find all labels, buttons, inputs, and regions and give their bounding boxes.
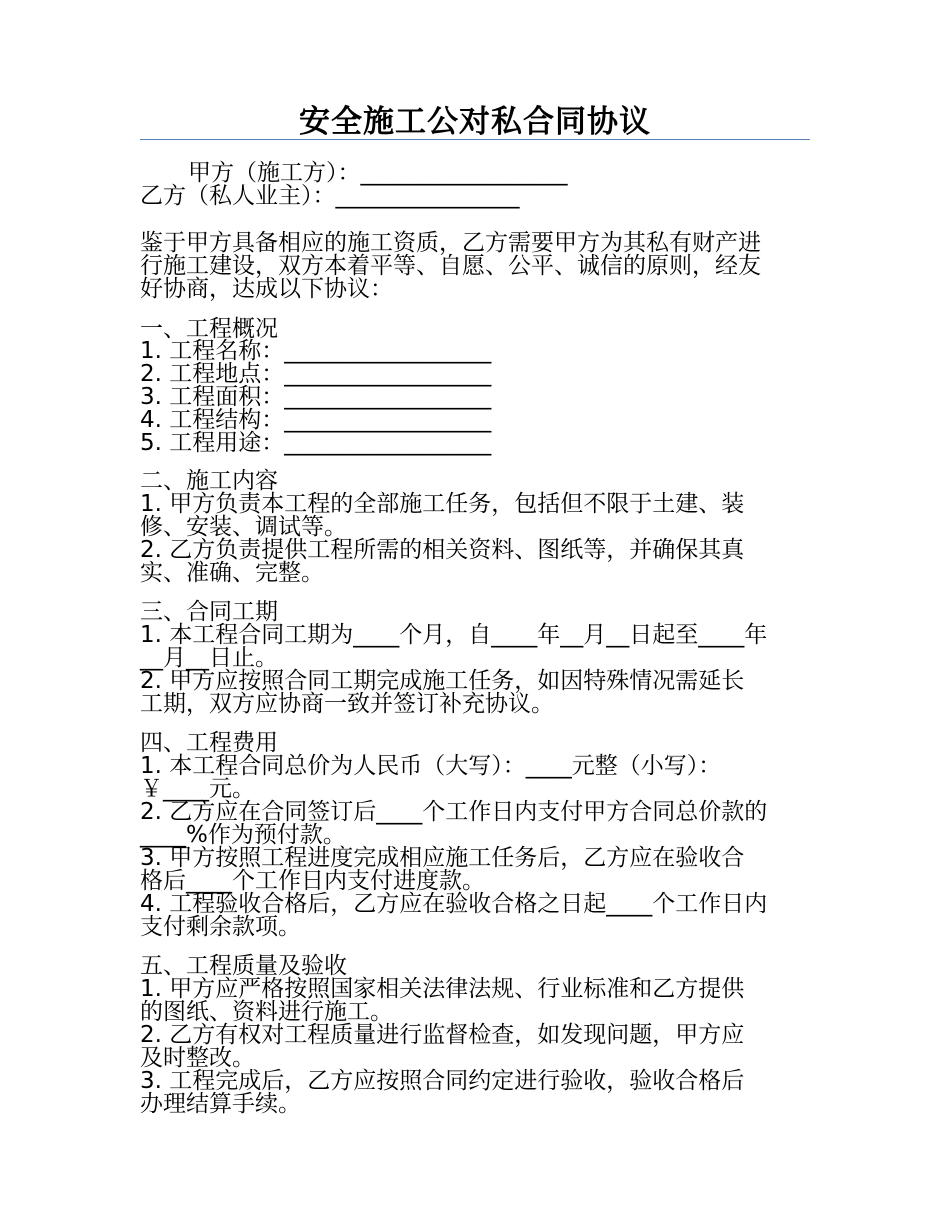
section-heading-project-cost: 四、工程费用 (140, 730, 278, 756)
clause-line: 的图纸、资料进行施工。 (140, 999, 393, 1025)
clause-line: 支付剩余款项。 (140, 914, 301, 940)
clause-line: 1. 本工程合同工期为____个月，自____年__月__日起至____年 (140, 622, 768, 648)
clause-line: __月__日止。 (140, 645, 278, 671)
document-title: 安全施工公对私合同协议 (299, 104, 651, 140)
section-heading-contract-period: 三、合同工期 (140, 599, 278, 625)
clause-line: ￥____元。 (140, 776, 255, 802)
clause-line: 2. 乙方应在合同签订后____个工作日内支付甲方合同总价款的 (140, 799, 768, 825)
clause-line: 修、安装、调试等。 (140, 514, 347, 540)
clause-line: 3. 甲方按照工程进度完成相应施工任务后，乙方应在验收合 (140, 845, 745, 871)
preamble-line: 鉴于甲方具备相应的施工资质，乙方需要甲方为其私有财产进 (140, 230, 761, 256)
clause-line: 1. 甲方负责本工程的全部施工任务，包括但不限于土建、装 (140, 491, 745, 517)
section-heading-construction-content: 二、施工内容 (140, 468, 278, 494)
project-field-location: 2. 工程地点：__________________ (140, 361, 492, 387)
section-heading-quality-acceptance: 五、工程质量及验收 (140, 953, 347, 979)
party-a-line: 甲方（施工方）：__________________ (188, 160, 568, 186)
clause-line: 2. 乙方有权对工程质量进行监督检查，如发现问题，甲方应 (140, 1022, 745, 1048)
clause-line: 实、准确、完整。 (140, 560, 324, 586)
project-field-name: 1. 工程名称：__________________ (140, 338, 492, 364)
project-field-purpose: 5. 工程用途：__________________ (140, 430, 492, 456)
project-field-structure: 4. 工程结构：__________________ (140, 407, 492, 433)
clause-line: 4. 工程验收合格后，乙方应在验收合格之日起____个工作日内 (140, 891, 768, 917)
section-heading-project-overview: 一、工程概况 (140, 316, 278, 342)
project-field-area: 3. 工程面积：__________________ (140, 384, 492, 410)
clause-line: 1. 甲方应严格按照国家相关法律法规、行业标准和乙方提供 (140, 976, 745, 1002)
preamble-line: 行施工建设，双方本着平等、自愿、公平、诚信的原则，经友 (140, 253, 761, 279)
clause-line: 工期，双方应协商一致并签订补充协议。 (140, 691, 554, 717)
preamble-line: 好协商，达成以下协议： (140, 276, 393, 302)
party-b-line: 乙方（私人业主）：________________ (140, 183, 520, 209)
clause-line: 格后____个工作日内支付进度款。 (140, 868, 485, 894)
clause-line: 2. 甲方应按照合同工期完成施工任务，如因特殊情况需延长 (140, 668, 745, 694)
clause-line: 及时整改。 (140, 1045, 255, 1071)
clause-line: 2. 乙方负责提供工程所需的相关资料、图纸等，并确保其真 (140, 537, 745, 563)
clause-line: ____%作为预付款。 (140, 822, 346, 848)
title-underline (140, 139, 810, 140)
clause-line: 办理结算手续。 (140, 1091, 301, 1117)
clause-line: 3. 工程完成后，乙方应按照合同约定进行验收，验收合格后 (140, 1068, 745, 1094)
clause-line: 1. 本工程合同总价为人民币（大写）：____元整（小写）： (140, 753, 722, 779)
